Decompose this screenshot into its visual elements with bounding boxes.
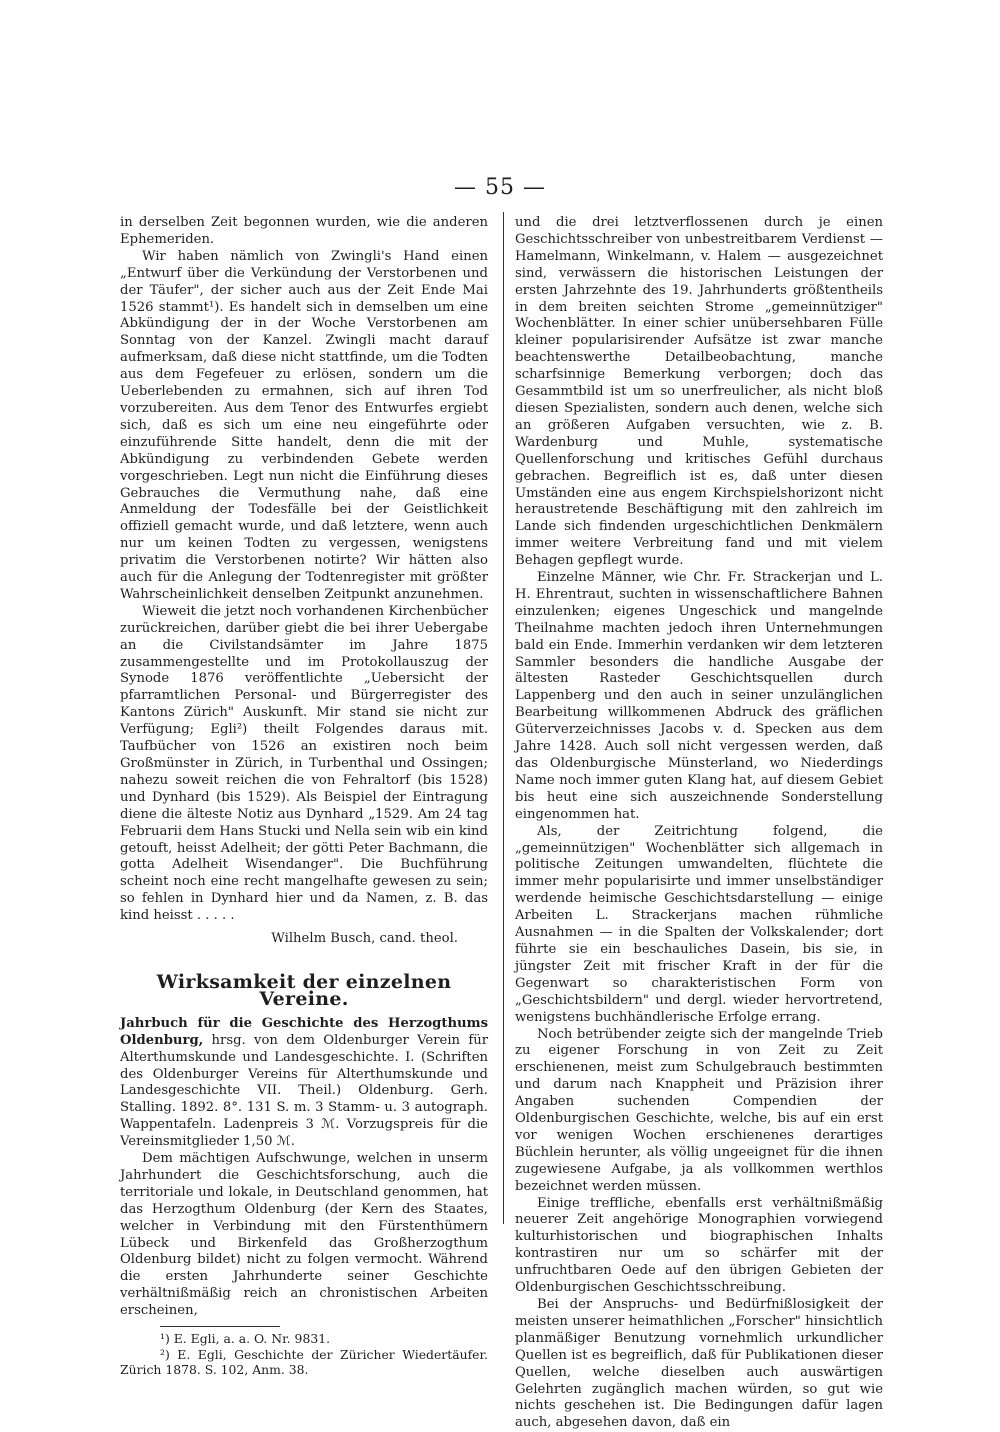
footnotes [120,1331,488,1378]
author-signature: Wilhelm Busch, cand. theol. [271,931,458,947]
left-column [120,215,488,1378]
review-title: Jahrbuch für die Geschichte des Herzogthums Oldenburg, [120,1015,488,1048]
paragraph: und die drei letztverflossenen durch je einen Geschichtsschreiber von unbestreitbarem Verdienst — Hamelmann, Winkelmann, v. Halem — ausgezeichnet sind, verwässern die historischen Leistungen der ersten Jahrzehnte des 19. Jahrhunderts größtentheils in dem breiten seichten Strome „gemeinnütziger" Wochenblätter. In einer schier unübersehbaren Fülle kleiner popularisirender Aufsätze ist zwar manche beachtenswerthe Detailbeobachtung, manche scharfsinnige Bemerkung verborgen; doch das Gesammtbild ist um so unerfreulicher, als nicht bloß diesen Spezialisten, sondern auch denen, welche sich an größeren Aufgaben versuchten, wie z. B. Wardenburg und Muhle, systematische Quellenforschung und kritisches Gefühl durchaus gebrachen. Begreiflich ist es, daß unter diesen Umständen eine aus engem Kirchspielshorizont nicht heraustretende Beschäftigung mit den zahlreich im Lande sich findenden urgeschichtlichen Denkmälern immer weitere Verbreitung fand und mit vielem Behagen gepflegt wurde. [515,215,883,569]
paragraph: Wieweit die jetzt noch vorhandenen Kirchenbücher zurückreichen, darüber giebt die bei ihrer Uebergabe an die Civilstandsämter im Jahre 1875 zusammengestellte und im Protokollauszug der Synode 1876 veröffentlichte „Uebersicht der pfarramtlichen Personal- und Bürgerregister des Kantons Zürich" Auskunft. Mir stand sie nicht zur Verfügung; Egli²) theilt Folgendes daraus mit. Taufbücher von 1526 an existiren noch beim Großmünster in Zürich, in Turbenthal und Ossingen; nahezu soweit reichen die von Fehraltorf (bis 1528) und Dynhard (bis 1529). Als Beispiel der Eintragung diene die älteste Notiz aus Dynhard „1529. Am 24 tag Februarii dem Hans Stucki und Nella sein wib ein kind getouft, heisst Adelheit; der götti Peter Bachmann, die gotta Adelheit Wisendanger". Die Buchführung scheint noch eine recht mangelhafte gewesen zu sein; so fehlen in Dynhard hier und da Namen, z. B. das kind heisst . . . . . [120,603,488,924]
paragraph: in derselben Zeit begonnen wurden, wie die anderen Ephemeriden. [120,215,488,247]
paragraph: Dem mächtigen Aufschwunge, welchen in unserm Jahrhundert die Geschichtsforschung, auch die territoriale und lokale, in Deutschland genommen, hat das Herzogthum Oldenburg (der Kern des Staates, welcher in Verbindung mit den Fürstenthümern Lübeck und Birkenfeld das Großherzogthum Oldenburg bildet) nicht zu folgen vermocht. Während die ersten Jahrhunderte seiner Geschichte verhältnißmäßig reich an chronistischen Arbeiten erscheinen, [120,1151,488,1319]
paragraph: Einige treffliche, ebenfalls erst verhältnißmäßig neuerer Zeit angehörige Monographien vorwiegend kulturhistorischen und biographischen Inhalts kontrastiren nur um so schärfer mit der unfruchtbaren Oede auf den übrigen Gebieten der Oldenburgischen Geschichtsschreibung. [515,1195,883,1296]
footnote: ²) E. Egli, Geschichte der Züricher Wiedertäufer. Zürich 1878. S. 102, Anm. 38. [120,1346,488,1378]
paragraph: Als, der Zeitrichtung folgend, die „gemeinnützigen" Wochenblätter sich allgemach in politische Zeitungen umwandelten, flüchtete die immer mehr popularisirte und immer unselbständiger werdende heimische Geschichtsdarstellung — einige Arbeiten L. Strackerjans machen rühmliche Ausnahmen — in die Spalten der Volkskalender; dort führte sie ein beschauliches Dasein, bis sie, in jüngster Zeit mit frischer Kraft in der für die Gegenwart so charakteristischen Form von „Geschichtsbildern" und dergl. wieder hervortretend, wenigstens buchhändlerische Erfolge errang. [515,823,883,1025]
footnote-divider [160,1326,280,1327]
right-column [515,215,883,1432]
paragraph: Einzelne Männer, wie Chr. Fr. Strackerjan und L. H. Ehrentraut, suchten in wissenschaftlichere Bahnen einzulenken; eigenes Ungeschick und mangelnde Theilnahme machten jedoch ihren Unternehmungen bald ein Ende. Immerhin verdanken wir dem letzteren Sammler besonders die handliche Ausgabe der ältesten Rasteder Geschichtsquellen durch Lappenberg und den auch in seiner unzulänglichen Bearbeitung willkommenen Abdruck des gräflichen Güterverzeichnisses Jacobs v. d. Specken aus dem Jahre 1428. Auch soll nicht vergessen werden, daß das Oldenburgische Münsterland, wo Niederdings Name noch immer guten Klang hat, auf diesem Gebiet bis heut eine sich auszeichnende Sonderstellung eingenommen hat. [515,570,883,822]
paragraph: Wir haben nämlich von Zwingli's Hand einen „Entwurf über die Verkündung der Verstorbenen und der Täufer", der sicher auch aus der Zeit Ende Mai 1526 stammt¹). Es handelt sich in demselben um eine Abkündigung der in der Woche Verstorbenen am Sonntag von der Kanzel. Zwingli macht darauf aufmerksam, daß diese nicht stattfinde, um die Todten aus dem Fegefeuer zu erlösen, sondern um die Ueberlebenden zu ermahnen, sich auf ihren Tod vorzubereiten. Aus dem Tenor des Entwurfes ergiebt sich, daß es sich um eine neu eingeführte oder einzuführende Sitte handelt, denn die mit der Abkündigung zu verbindenden Gebete werden vorgeschrieben. Legt nun nicht die Einführung dieses Gebrauches die Vermuthung nahe, daß eine Anmeldung der Todesfälle bei der Geistlichkeit offiziell gemacht wurde, und daß letztere, wenn auch nur um keinen Todten zu vergessen, wenigstens privatim die Verstorbenen notirte? Wir hätten also auch für die Anlegung der Todtenregister mit größter Wahrscheinlichkeit denselben Zeitpunkt anzunehmen. [120,248,488,602]
paragraph: Bei der Anspruchs- und Bedürfnißlosigkeit der meisten unserer heimathlichen „Forscher" hinsichtlich planmäßiger Benutzung vornehmlich urkundlicher Quellen ist es begreiflich, daß für Publikationen dieser Quellen, welche dieselben auch auswärtigen Gelehrten zugänglich machen würden, so gut wie nichts geschehen ist. Die Bedingungen dafür lagen auch, abgesehen davon, daß ein [515,1297,883,1431]
column-divider [503,212,504,1224]
page-number: — 55 — [454,175,546,200]
review-body: hrsg. von dem Oldenburger Verein für Alterthumskunde und Landesgeschichte. I. (Schriften des Oldenburger Vereins für Alterthumskunde und Landesgeschichte VII. Theil.) Oldenburg. Gerh. Stalling. 1892. 8°. 131 S. m. 3 Stamm- u. 3 autograph. Wappentafeln. Ladenpreis 3 ℳ. Vorzugspreis für die Vereinsmitglieder 1,50 ℳ. [120,1032,488,1150]
paragraph: Noch betrübender zeigte sich der mangelnde Trieb zu eigener Forschung in von Zeit zu Zeit erschienenen, meist zum Schulgebrauch bestimmten und darum nach Knappheit und Präzision ihrer Angaben suchenden Compendien der Oldenburgischen Geschichte, welche, bis auf ein erst vor wenigen Wochen erschienenes derartiges Büchlein herunter, als völlig ungeeignet für die ihnen zugewiesene Aufgabe, ja als vollkommen werthlos bezeichnet werden müssen. [515,1026,883,1194]
review-entry [120,1016,488,1151]
footnote: ¹) E. Egli, a. a. O. Nr. 9831. [160,1331,331,1347]
section-heading: Wirksamkeit der einzelnen Vereine. [156,970,452,1010]
